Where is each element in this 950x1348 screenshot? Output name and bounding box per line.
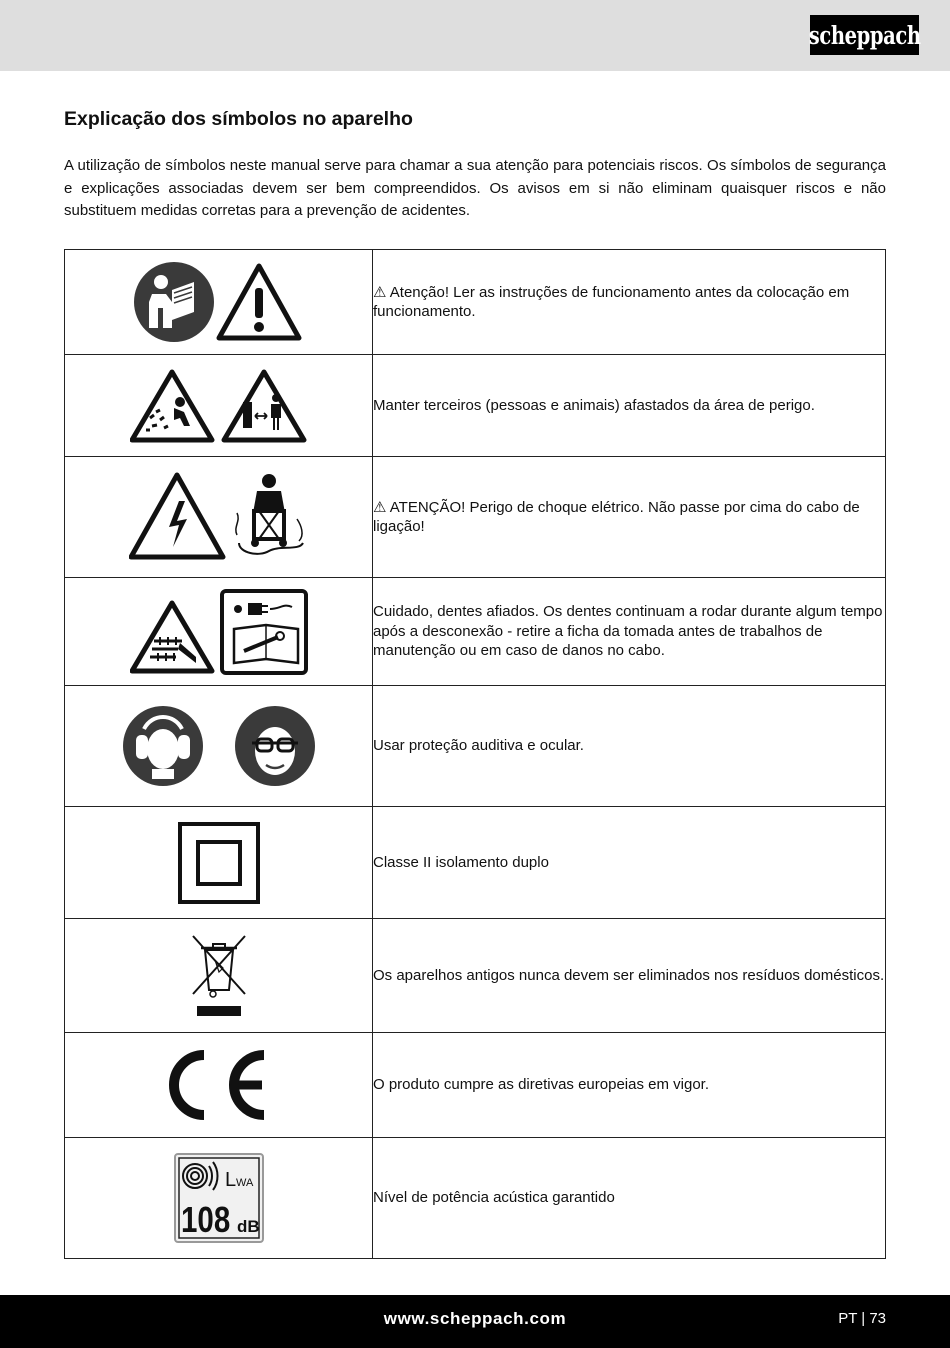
symbol-description: Cuidado, dentes afiados. Os dentes continuam a rodar durante algum tempo após a desconexão - retire a ficha da tomada antes de trabalhos de manutenção ou em caso de danos no cabo. [373, 578, 886, 686]
ce-mark-icon [174, 1055, 264, 1115]
table-row [65, 250, 886, 355]
page-header [0, 0, 950, 71]
page-footer [0, 1295, 950, 1348]
sound-level-value: 108 [180, 1199, 230, 1240]
do-not-run-over-cable-icon [235, 474, 302, 554]
page-title: Explicação dos símbolos no aparelho [64, 108, 413, 130]
symbol-description: Manter terceiros (pessoas e animais) afastados da área de perigo. [373, 355, 886, 457]
icon-cell [65, 686, 373, 807]
icon-cell [65, 578, 373, 686]
icon-cell [65, 1138, 373, 1259]
symbol-description: Usar proteção auditiva e ocular. [373, 686, 886, 807]
icon-cell [65, 250, 373, 355]
electric-shock-warning-icon [131, 475, 223, 557]
class-ii-double-insulation-icon [180, 824, 258, 902]
icon-cell [65, 457, 373, 578]
symbol-description: Os aparelhos antigos nunca devem ser eliminados nos resíduos domésticos. [373, 919, 886, 1033]
page-number: PT | 73 [838, 1310, 886, 1327]
read-manual-icon [134, 262, 214, 342]
table-row [65, 1033, 886, 1138]
flying-debris-warning-icon [132, 372, 212, 440]
weee-crossed-bin-icon [193, 936, 245, 1016]
sound-power-level-icon [175, 1154, 263, 1242]
footer-website: www.scheppach.com [383, 1309, 567, 1328]
keep-distance-warning-icon [224, 372, 304, 440]
table-row [65, 686, 886, 807]
symbol-description: O produto cumpre as diretivas europeias em vigor. [373, 1033, 886, 1138]
lwa-label-l: L [224, 1169, 236, 1191]
symbol-description: Classe II isolamento duplo [373, 807, 886, 919]
table-row [65, 807, 886, 919]
warning-exclamation-icon [219, 266, 299, 338]
symbol-description: Nível de potência acústica garantido [373, 1138, 886, 1259]
table-row [65, 1138, 886, 1259]
icon-cell [65, 355, 373, 457]
scheppach-logo: scheppach [810, 15, 919, 55]
intro-paragraph: A utilização de símbolos neste manual serve para chamar a sua atenção para potenciais riscos. Os símbolos de segurança e explicações associadas devem ser bem compreendidos. Os avisos em si não eliminam quaisquer riscos e não substituem medidas corretas para a prevenção de acidentes. [64, 157, 886, 219]
table-row [65, 919, 886, 1033]
sound-level-unit: dB [236, 1217, 260, 1236]
symbols-table [64, 249, 886, 1259]
table-row [65, 578, 886, 686]
ear-protection-icon [123, 706, 203, 786]
icon-cell [65, 919, 373, 1033]
lwa-label-wa: WA [235, 1177, 253, 1189]
symbol-description: ⚠ ATENÇÃO! Perigo de choque elétrico. Não passe por cima do cabo de ligação! [373, 457, 886, 578]
symbol-description: ⚠ Atenção! Ler as instruções de funcionamento antes da colocação em funcionamento. [373, 250, 886, 355]
sharp-tines-warning-icon [132, 603, 212, 671]
icon-cell [65, 1033, 373, 1138]
unplug-before-maintenance-icon [222, 591, 306, 673]
eye-protection-icon [235, 706, 315, 786]
icon-cell [65, 807, 373, 919]
table-row [65, 355, 886, 457]
table-row [65, 457, 886, 578]
